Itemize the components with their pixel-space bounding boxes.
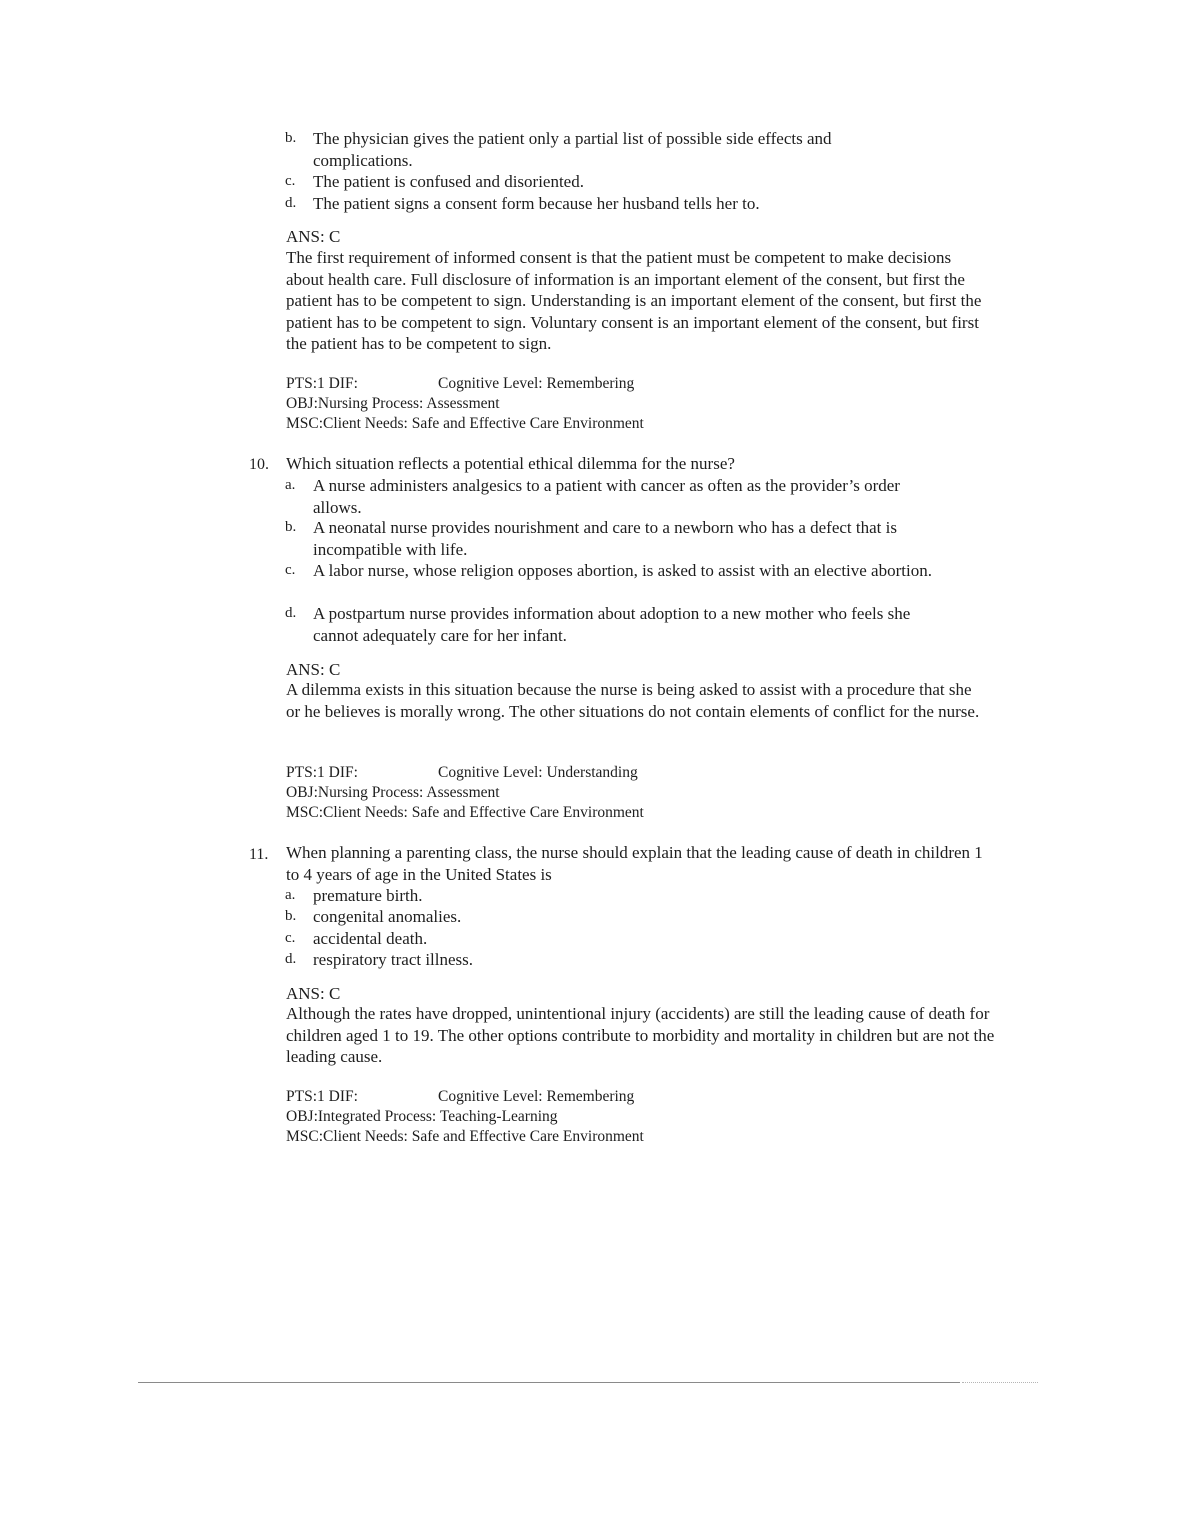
option-text: respiratory tract illness. bbox=[313, 950, 474, 969]
q10-option-c bbox=[285, 560, 938, 582]
option-letter: d. bbox=[285, 951, 297, 967]
option-letter: c. bbox=[285, 930, 296, 946]
option-letter: d. bbox=[285, 605, 297, 621]
q10-metadata bbox=[286, 763, 886, 823]
q11-option-c bbox=[285, 928, 1013, 950]
option-letter: c. bbox=[285, 562, 296, 578]
option-text: A nurse administers analgesics to a patient with cancer as often as the provider’s order allows. bbox=[313, 476, 900, 517]
q9-answer: ANS: C bbox=[286, 227, 341, 246]
footer-divider bbox=[138, 1382, 960, 1383]
q9-option-d bbox=[285, 193, 1013, 215]
client-needs: MSC:Client Needs: Safe and Effective Care Environment bbox=[286, 1128, 644, 1145]
pts-label: PTS:1 DIF: bbox=[286, 1088, 358, 1105]
option-letter: c. bbox=[285, 173, 296, 189]
q11-metadata bbox=[286, 1087, 886, 1147]
q10-option-d bbox=[285, 603, 918, 646]
q11-stem: When planning a parenting class, the nurse should explain that the leading cause of death in children 1 to 4 years of age in the United States is bbox=[286, 843, 983, 884]
objective: OBJ:Nursing Process: Assessment bbox=[286, 395, 500, 412]
q10-number: 10. bbox=[249, 456, 269, 473]
q9-option-b bbox=[285, 128, 903, 171]
q10-stem: Which situation reflects a potential ethical dilemma for the nurse? bbox=[286, 454, 735, 473]
q9-metadata bbox=[286, 374, 886, 434]
q11-option-a bbox=[285, 885, 1013, 907]
cognitive-level: Cognitive Level: Remembering bbox=[438, 375, 635, 392]
option-text: congenital anomalies. bbox=[313, 907, 462, 926]
q11-number: 11. bbox=[249, 846, 269, 863]
pts-label: PTS:1 DIF: bbox=[286, 375, 358, 392]
footer-divider-tail bbox=[962, 1382, 1038, 1383]
q10-option-b bbox=[285, 517, 918, 560]
q10-option-a bbox=[285, 475, 933, 518]
option-text: accidental death. bbox=[313, 929, 428, 948]
q11-option-d bbox=[285, 949, 1013, 971]
option-text: premature birth. bbox=[313, 886, 423, 905]
q11-answer: ANS: C bbox=[286, 984, 341, 1003]
option-text: A neonatal nurse provides nourishment and care to a newborn who has a defect that is incompatible with life. bbox=[313, 518, 897, 559]
q10-rationale: A dilemma exists in this situation because the nurse is being asked to assist with a procedure that she or he believes is morally wrong. The other situations do not contain elements of conflict for the nurse. bbox=[286, 680, 980, 721]
cognitive-level: Cognitive Level: Understanding bbox=[438, 764, 638, 781]
option-letter: a. bbox=[285, 887, 296, 903]
q9-rationale: The first requirement of informed consent is that the patient must be competent to make decisions about health care. Full disclosure of information is an important element of the consent, but first the patient has to be competent to sign. Understanding is an important element of the consent, but first the patient has to be competent to sign. Voluntary consent is an important element of the consent, but first the patient has to be competent to sign. bbox=[286, 248, 982, 353]
q10-answer: ANS: C bbox=[286, 660, 341, 679]
client-needs: MSC:Client Needs: Safe and Effective Care Environment bbox=[286, 804, 644, 821]
option-text: The patient signs a consent form because her husband tells her to. bbox=[313, 194, 760, 213]
option-letter: b. bbox=[285, 519, 297, 535]
option-letter: a. bbox=[285, 477, 296, 493]
option-text: The physician gives the patient only a partial list of possible side effects and complications. bbox=[313, 129, 832, 170]
q9-option-c bbox=[285, 171, 1013, 193]
option-letter: d. bbox=[285, 195, 297, 211]
option-text: The patient is confused and disoriented. bbox=[313, 172, 584, 191]
q11-option-b bbox=[285, 906, 1013, 928]
option-letter: b. bbox=[285, 130, 297, 146]
cognitive-level: Cognitive Level: Remembering bbox=[438, 1088, 635, 1105]
q11-rationale: Although the rates have dropped, unintentional injury (accidents) are still the leading cause of death for children aged 1 to 19. The other options contribute to morbidity and mortality in children but are not the leading cause. bbox=[286, 1004, 995, 1066]
option-letter: b. bbox=[285, 908, 297, 924]
objective: OBJ:Integrated Process: Teaching-Learning bbox=[286, 1108, 558, 1125]
objective: OBJ:Nursing Process: Assessment bbox=[286, 784, 500, 801]
option-text: A postpartum nurse provides information about adoption to a new mother who feels she cannot adequately care for her infant. bbox=[313, 604, 911, 645]
pts-label: PTS:1 DIF: bbox=[286, 764, 358, 781]
client-needs: MSC:Client Needs: Safe and Effective Care Environment bbox=[286, 415, 644, 432]
option-text: A labor nurse, whose religion opposes abortion, is asked to assist with an elective abortion. bbox=[313, 561, 932, 580]
